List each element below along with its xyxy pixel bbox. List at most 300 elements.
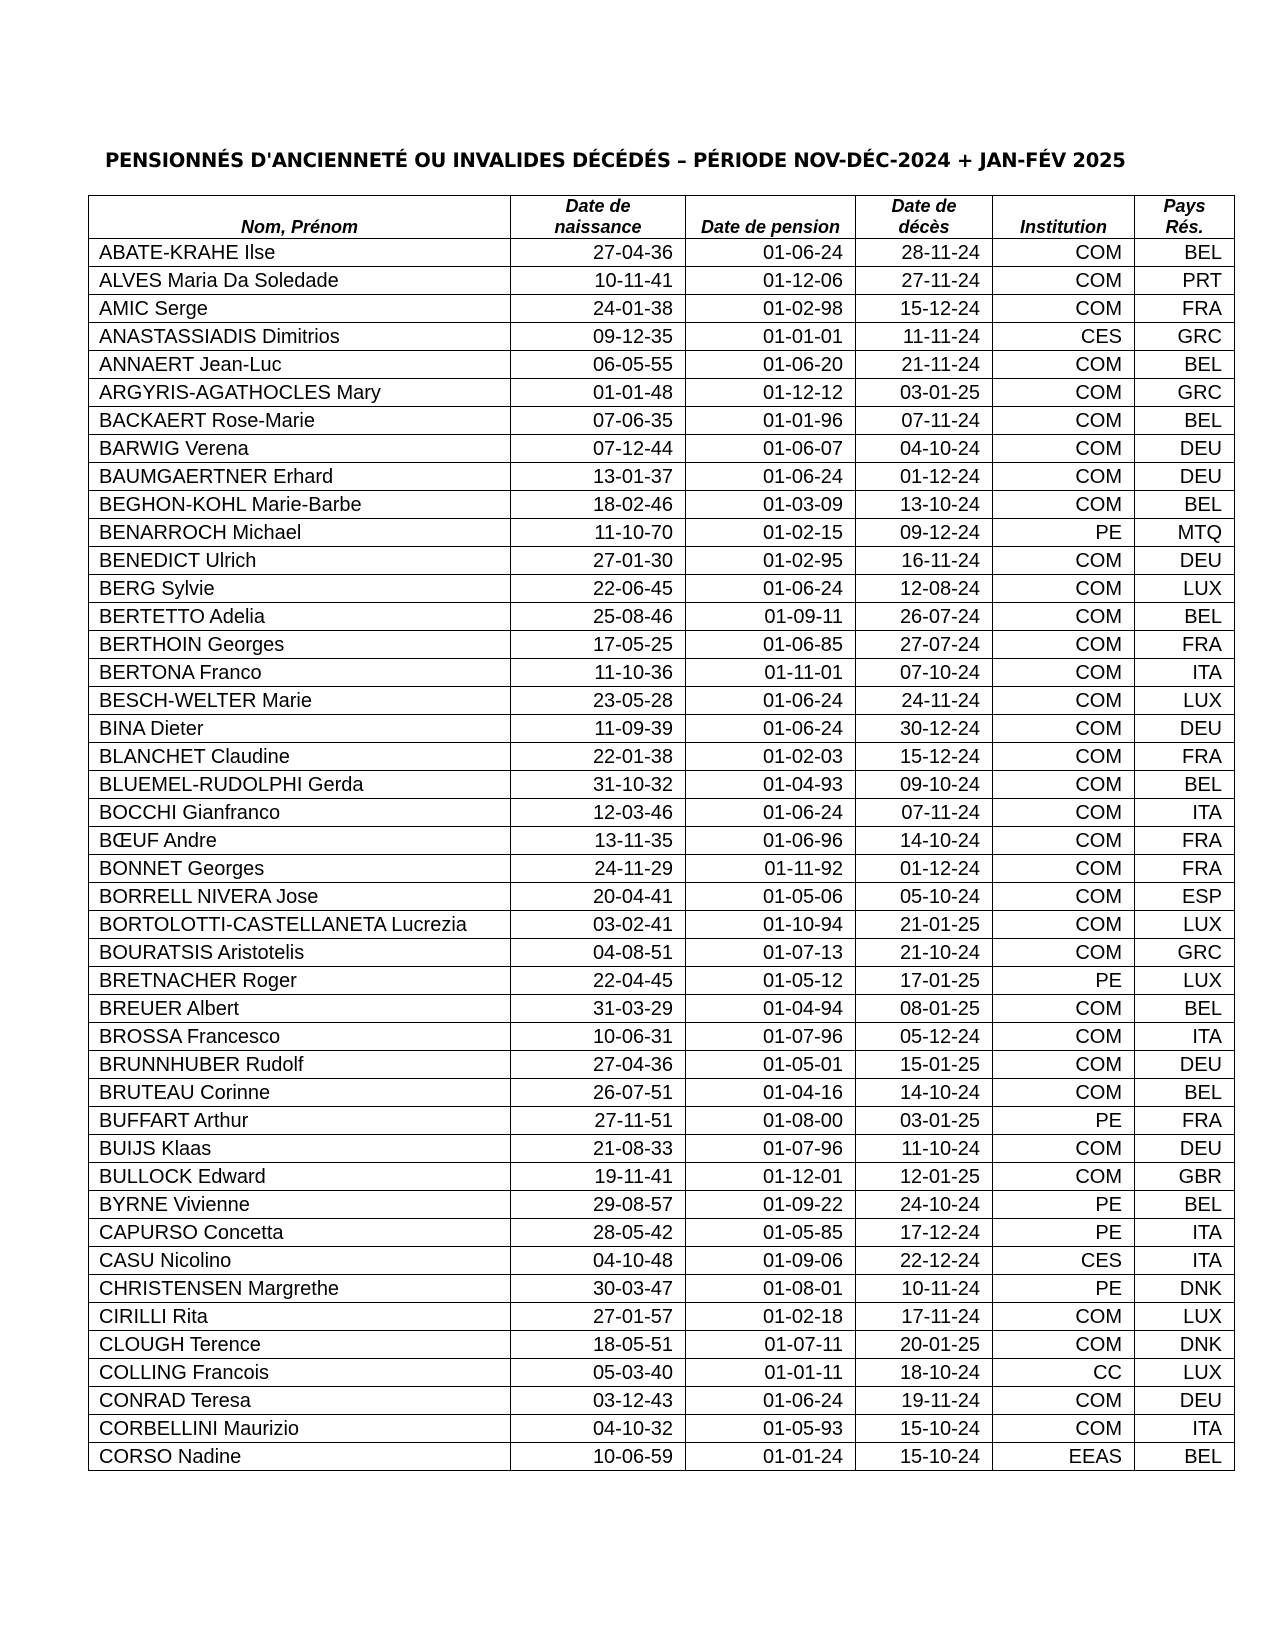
cell-institution: COM	[993, 603, 1135, 631]
cell-name: AMIC Serge	[89, 295, 511, 323]
cell-birth-date: 03-12-43	[511, 1387, 686, 1415]
cell-pension-date: 01-11-01	[686, 659, 856, 687]
cell-institution: COM	[993, 351, 1135, 379]
header-institution: Institution	[993, 196, 1135, 239]
cell-pension-date: 01-06-24	[686, 463, 856, 491]
cell-institution: PE	[993, 967, 1135, 995]
cell-institution: COM	[993, 407, 1135, 435]
cell-birth-date: 24-01-38	[511, 295, 686, 323]
cell-death-date: 15-10-24	[856, 1415, 993, 1443]
cell-birth-date: 27-01-57	[511, 1303, 686, 1331]
cell-death-date: 13-10-24	[856, 491, 993, 519]
cell-pension-date: 01-07-13	[686, 939, 856, 967]
cell-institution: COM	[993, 1331, 1135, 1359]
cell-country: BEL	[1135, 995, 1235, 1023]
cell-birth-date: 27-01-30	[511, 547, 686, 575]
cell-pension-date: 01-09-11	[686, 603, 856, 631]
cell-name: BINA Dieter	[89, 715, 511, 743]
cell-name: ANASTASSIADIS Dimitrios	[89, 323, 511, 351]
cell-country: DEU	[1135, 1135, 1235, 1163]
cell-pension-date: 01-07-96	[686, 1135, 856, 1163]
header-name: Nom, Prénom	[89, 196, 511, 239]
cell-name: BOCCHI Gianfranco	[89, 799, 511, 827]
table-row	[89, 799, 1235, 827]
cell-institution: COM	[993, 295, 1135, 323]
cell-pension-date: 01-07-11	[686, 1331, 856, 1359]
table-row	[89, 827, 1235, 855]
cell-birth-date: 10-06-31	[511, 1023, 686, 1051]
cell-country: LUX	[1135, 575, 1235, 603]
cell-birth-date: 25-08-46	[511, 603, 686, 631]
cell-name: BEGHON-KOHL Marie-Barbe	[89, 491, 511, 519]
cell-pension-date: 01-06-07	[686, 435, 856, 463]
cell-birth-date: 05-03-40	[511, 1359, 686, 1387]
cell-institution: COM	[993, 771, 1135, 799]
cell-institution: COM	[993, 883, 1135, 911]
header-pension-date: Date de pension	[686, 196, 856, 239]
cell-death-date: 15-01-25	[856, 1051, 993, 1079]
table-row	[89, 1219, 1235, 1247]
cell-name: BERTONA Franco	[89, 659, 511, 687]
cell-institution: COM	[993, 1387, 1135, 1415]
cell-birth-date: 07-06-35	[511, 407, 686, 435]
cell-pension-date: 01-05-01	[686, 1051, 856, 1079]
cell-institution: COM	[993, 575, 1135, 603]
cell-country: FRA	[1135, 295, 1235, 323]
cell-name: BUIJS Klaas	[89, 1135, 511, 1163]
cell-country: DEU	[1135, 435, 1235, 463]
table-row	[89, 463, 1235, 491]
cell-institution: COM	[993, 239, 1135, 267]
cell-name: BOURATSIS Aristotelis	[89, 939, 511, 967]
cell-death-date: 03-01-25	[856, 1107, 993, 1135]
cell-death-date: 24-10-24	[856, 1191, 993, 1219]
table-row	[89, 883, 1235, 911]
cell-country: MTQ	[1135, 519, 1235, 547]
cell-death-date: 30-12-24	[856, 715, 993, 743]
cell-pension-date: 01-11-92	[686, 855, 856, 883]
cell-pension-date: 01-02-15	[686, 519, 856, 547]
cell-institution: PE	[993, 1191, 1135, 1219]
table-row	[89, 379, 1235, 407]
cell-name: BAUMGAERTNER Erhard	[89, 463, 511, 491]
table-row	[89, 1191, 1235, 1219]
cell-birth-date: 12-03-46	[511, 799, 686, 827]
cell-birth-date: 01-01-48	[511, 379, 686, 407]
cell-death-date: 10-11-24	[856, 1275, 993, 1303]
cell-pension-date: 01-05-12	[686, 967, 856, 995]
cell-country: FRA	[1135, 743, 1235, 771]
cell-country: FRA	[1135, 827, 1235, 855]
cell-birth-date: 31-10-32	[511, 771, 686, 799]
cell-name: BACKAERT Rose-Marie	[89, 407, 511, 435]
cell-name: BORRELL NIVERA Jose	[89, 883, 511, 911]
cell-country: ITA	[1135, 659, 1235, 687]
cell-name: CONRAD Teresa	[89, 1387, 511, 1415]
cell-name: BERG Sylvie	[89, 575, 511, 603]
cell-institution: COM	[993, 267, 1135, 295]
table-row	[89, 575, 1235, 603]
cell-country: ESP	[1135, 883, 1235, 911]
cell-pension-date: 01-04-94	[686, 995, 856, 1023]
cell-name: BŒUF Andre	[89, 827, 511, 855]
cell-death-date: 08-01-25	[856, 995, 993, 1023]
cell-country: LUX	[1135, 687, 1235, 715]
cell-name: BORTOLOTTI-CASTELLANETA Lucrezia	[89, 911, 511, 939]
cell-birth-date: 11-10-70	[511, 519, 686, 547]
cell-institution: PE	[993, 1219, 1135, 1247]
cell-birth-date: 04-10-32	[511, 1415, 686, 1443]
cell-institution: COM	[993, 827, 1135, 855]
table-row	[89, 1247, 1235, 1275]
table-row	[89, 295, 1235, 323]
cell-name: ABATE-KRAHE Ilse	[89, 239, 511, 267]
table-row	[89, 323, 1235, 351]
cell-institution: COM	[993, 1303, 1135, 1331]
cell-pension-date: 01-06-24	[686, 715, 856, 743]
cell-pension-date: 01-01-96	[686, 407, 856, 435]
cell-death-date: 19-11-24	[856, 1387, 993, 1415]
cell-pension-date: 01-05-85	[686, 1219, 856, 1247]
table-row	[89, 1303, 1235, 1331]
cell-pension-date: 01-02-03	[686, 743, 856, 771]
cell-birth-date: 27-04-36	[511, 239, 686, 267]
cell-birth-date: 24-11-29	[511, 855, 686, 883]
cell-institution: COM	[993, 939, 1135, 967]
cell-name: BARWIG Verena	[89, 435, 511, 463]
cell-name: BERTETTO Adelia	[89, 603, 511, 631]
table-body	[89, 239, 1235, 1471]
cell-institution: COM	[993, 799, 1135, 827]
cell-institution: COM	[993, 911, 1135, 939]
cell-death-date: 01-12-24	[856, 855, 993, 883]
header-country: Pays Rés.	[1135, 196, 1235, 239]
cell-birth-date: 04-08-51	[511, 939, 686, 967]
cell-institution: COM	[993, 1135, 1135, 1163]
cell-name: BREUER Albert	[89, 995, 511, 1023]
cell-name: BLUEMEL-RUDOLPHI Gerda	[89, 771, 511, 799]
cell-death-date: 21-10-24	[856, 939, 993, 967]
cell-death-date: 11-10-24	[856, 1135, 993, 1163]
cell-death-date: 18-10-24	[856, 1359, 993, 1387]
cell-institution: COM	[993, 855, 1135, 883]
cell-death-date: 05-10-24	[856, 883, 993, 911]
table-row	[89, 1331, 1235, 1359]
cell-name: BULLOCK Edward	[89, 1163, 511, 1191]
cell-name: COLLING Francois	[89, 1359, 511, 1387]
cell-pension-date: 01-01-11	[686, 1359, 856, 1387]
cell-country: ITA	[1135, 1023, 1235, 1051]
cell-country: LUX	[1135, 911, 1235, 939]
cell-name: BROSSA Francesco	[89, 1023, 511, 1051]
cell-pension-date: 01-06-24	[686, 1387, 856, 1415]
cell-name: BESCH-WELTER Marie	[89, 687, 511, 715]
table-row	[89, 239, 1235, 267]
cell-institution: COM	[993, 547, 1135, 575]
cell-institution: COM	[993, 687, 1135, 715]
cell-institution: COM	[993, 463, 1135, 491]
cell-institution: COM	[993, 1415, 1135, 1443]
cell-pension-date: 01-01-24	[686, 1443, 856, 1471]
table-header-row	[89, 196, 1235, 239]
cell-pension-date: 01-01-01	[686, 323, 856, 351]
cell-birth-date: 29-08-57	[511, 1191, 686, 1219]
cell-pension-date: 01-12-01	[686, 1163, 856, 1191]
cell-death-date: 22-12-24	[856, 1247, 993, 1275]
cell-country: BEL	[1135, 239, 1235, 267]
table-row	[89, 1163, 1235, 1191]
cell-country: BEL	[1135, 1443, 1235, 1471]
deceased-pensioners-table	[88, 195, 1235, 1471]
cell-institution: COM	[993, 1163, 1135, 1191]
cell-name: CORBELLINI Maurizio	[89, 1415, 511, 1443]
cell-name: BRUNNHUBER Rudolf	[89, 1051, 511, 1079]
cell-country: GRC	[1135, 379, 1235, 407]
cell-pension-date: 01-04-16	[686, 1079, 856, 1107]
cell-pension-date: 01-02-95	[686, 547, 856, 575]
cell-birth-date: 11-10-36	[511, 659, 686, 687]
cell-death-date: 24-11-24	[856, 687, 993, 715]
table-row	[89, 1135, 1235, 1163]
cell-name: ANNAERT Jean-Luc	[89, 351, 511, 379]
table-row	[89, 603, 1235, 631]
cell-death-date: 15-12-24	[856, 743, 993, 771]
cell-institution: CC	[993, 1359, 1135, 1387]
cell-birth-date: 22-01-38	[511, 743, 686, 771]
table-row	[89, 267, 1235, 295]
cell-name: CAPURSO Concetta	[89, 1219, 511, 1247]
cell-birth-date: 13-01-37	[511, 463, 686, 491]
table-row	[89, 1023, 1235, 1051]
cell-country: BEL	[1135, 407, 1235, 435]
cell-country: LUX	[1135, 967, 1235, 995]
cell-death-date: 14-10-24	[856, 1079, 993, 1107]
table-row	[89, 911, 1235, 939]
cell-death-date: 14-10-24	[856, 827, 993, 855]
cell-death-date: 28-11-24	[856, 239, 993, 267]
cell-institution: PE	[993, 519, 1135, 547]
cell-birth-date: 10-06-59	[511, 1443, 686, 1471]
cell-death-date: 15-12-24	[856, 295, 993, 323]
cell-death-date: 07-11-24	[856, 799, 993, 827]
cell-death-date: 27-07-24	[856, 631, 993, 659]
cell-country: BEL	[1135, 491, 1235, 519]
table-row	[89, 687, 1235, 715]
cell-death-date: 26-07-24	[856, 603, 993, 631]
cell-death-date: 09-12-24	[856, 519, 993, 547]
cell-birth-date: 17-05-25	[511, 631, 686, 659]
cell-death-date: 03-01-25	[856, 379, 993, 407]
cell-death-date: 16-11-24	[856, 547, 993, 575]
cell-pension-date: 01-06-24	[686, 799, 856, 827]
cell-birth-date: 28-05-42	[511, 1219, 686, 1247]
cell-pension-date: 01-12-06	[686, 267, 856, 295]
cell-name: CIRILLI Rita	[89, 1303, 511, 1331]
cell-birth-date: 19-11-41	[511, 1163, 686, 1191]
header-birth-date: Date de naissance	[511, 196, 686, 239]
cell-name: CORSO Nadine	[89, 1443, 511, 1471]
cell-pension-date: 01-02-18	[686, 1303, 856, 1331]
cell-institution: COM	[993, 743, 1135, 771]
cell-pension-date: 01-06-96	[686, 827, 856, 855]
cell-institution: COM	[993, 435, 1135, 463]
cell-death-date: 07-11-24	[856, 407, 993, 435]
cell-death-date: 01-12-24	[856, 463, 993, 491]
cell-institution: COM	[993, 379, 1135, 407]
cell-death-date: 27-11-24	[856, 267, 993, 295]
cell-death-date: 09-10-24	[856, 771, 993, 799]
cell-name: ALVES Maria Da Soledade	[89, 267, 511, 295]
table-row	[89, 995, 1235, 1023]
table-row	[89, 715, 1235, 743]
cell-death-date: 15-10-24	[856, 1443, 993, 1471]
table-row	[89, 1051, 1235, 1079]
cell-name: ARGYRIS-AGATHOCLES Mary	[89, 379, 511, 407]
cell-country: DEU	[1135, 1387, 1235, 1415]
cell-country: LUX	[1135, 1359, 1235, 1387]
cell-country: BEL	[1135, 771, 1235, 799]
cell-institution: CES	[993, 1247, 1135, 1275]
cell-country: DEU	[1135, 547, 1235, 575]
cell-name: BYRNE Vivienne	[89, 1191, 511, 1219]
cell-name: BLANCHET Claudine	[89, 743, 511, 771]
table-row	[89, 1443, 1235, 1471]
cell-country: DEU	[1135, 463, 1235, 491]
cell-birth-date: 31-03-29	[511, 995, 686, 1023]
cell-pension-date: 01-06-20	[686, 351, 856, 379]
cell-death-date: 17-01-25	[856, 967, 993, 995]
table-row	[89, 351, 1235, 379]
cell-institution: COM	[993, 1079, 1135, 1107]
cell-death-date: 04-10-24	[856, 435, 993, 463]
cell-country: DNK	[1135, 1275, 1235, 1303]
table-row	[89, 1415, 1235, 1443]
cell-institution: COM	[993, 491, 1135, 519]
cell-birth-date: 06-05-55	[511, 351, 686, 379]
cell-name: BENEDICT Ulrich	[89, 547, 511, 575]
cell-death-date: 17-12-24	[856, 1219, 993, 1247]
cell-birth-date: 23-05-28	[511, 687, 686, 715]
cell-death-date: 07-10-24	[856, 659, 993, 687]
cell-country: ITA	[1135, 799, 1235, 827]
cell-birth-date: 22-06-45	[511, 575, 686, 603]
cell-birth-date: 20-04-41	[511, 883, 686, 911]
cell-name: CLOUGH Terence	[89, 1331, 511, 1359]
cell-death-date: 05-12-24	[856, 1023, 993, 1051]
table-row	[89, 967, 1235, 995]
cell-institution: COM	[993, 1051, 1135, 1079]
cell-institution: COM	[993, 631, 1135, 659]
cell-name: BONNET Georges	[89, 855, 511, 883]
cell-death-date: 21-11-24	[856, 351, 993, 379]
cell-country: DEU	[1135, 715, 1235, 743]
cell-institution: COM	[993, 995, 1135, 1023]
cell-institution: PE	[993, 1107, 1135, 1135]
cell-pension-date: 01-12-12	[686, 379, 856, 407]
cell-death-date: 12-01-25	[856, 1163, 993, 1191]
document-title: PENSIONNÉS D'ANCIENNETÉ OU INVALIDES DÉCÉDÉS – PÉRIODE NOV-DÉC-2024 + JAN-FÉV 2025	[105, 149, 1126, 172]
cell-pension-date: 01-06-85	[686, 631, 856, 659]
table-row	[89, 659, 1235, 687]
cell-country: GRC	[1135, 939, 1235, 967]
table-row	[89, 939, 1235, 967]
cell-pension-date: 01-08-00	[686, 1107, 856, 1135]
table-row	[89, 1079, 1235, 1107]
cell-birth-date: 11-09-39	[511, 715, 686, 743]
table-row	[89, 855, 1235, 883]
cell-country: ITA	[1135, 1247, 1235, 1275]
cell-birth-date: 30-03-47	[511, 1275, 686, 1303]
cell-pension-date: 01-05-06	[686, 883, 856, 911]
table-row	[89, 1387, 1235, 1415]
cell-birth-date: 09-12-35	[511, 323, 686, 351]
cell-pension-date: 01-05-93	[686, 1415, 856, 1443]
cell-country: FRA	[1135, 631, 1235, 659]
cell-country: GRC	[1135, 323, 1235, 351]
cell-birth-date: 18-05-51	[511, 1331, 686, 1359]
table-row	[89, 435, 1235, 463]
cell-institution: PE	[993, 1275, 1135, 1303]
cell-country: BEL	[1135, 351, 1235, 379]
cell-name: BUFFART Arthur	[89, 1107, 511, 1135]
cell-name: BENARROCH Michael	[89, 519, 511, 547]
cell-country: ITA	[1135, 1219, 1235, 1247]
cell-country: FRA	[1135, 855, 1235, 883]
cell-institution: COM	[993, 659, 1135, 687]
cell-institution: COM	[993, 1023, 1135, 1051]
cell-institution: CES	[993, 323, 1135, 351]
cell-death-date: 21-01-25	[856, 911, 993, 939]
cell-birth-date: 13-11-35	[511, 827, 686, 855]
cell-name: BRUTEAU Corinne	[89, 1079, 511, 1107]
cell-death-date: 20-01-25	[856, 1331, 993, 1359]
table-row	[89, 743, 1235, 771]
cell-birth-date: 26-07-51	[511, 1079, 686, 1107]
cell-pension-date: 01-02-98	[686, 295, 856, 323]
table-row	[89, 1359, 1235, 1387]
cell-name: BRETNACHER Roger	[89, 967, 511, 995]
cell-birth-date: 21-08-33	[511, 1135, 686, 1163]
cell-country: BEL	[1135, 1079, 1235, 1107]
table-row	[89, 491, 1235, 519]
cell-pension-date: 01-08-01	[686, 1275, 856, 1303]
cell-pension-date: 01-06-24	[686, 575, 856, 603]
cell-birth-date: 10-11-41	[511, 267, 686, 295]
cell-country: DNK	[1135, 1331, 1235, 1359]
cell-country: GBR	[1135, 1163, 1235, 1191]
table-row	[89, 407, 1235, 435]
cell-pension-date: 01-09-22	[686, 1191, 856, 1219]
cell-death-date: 12-08-24	[856, 575, 993, 603]
table-row	[89, 519, 1235, 547]
cell-birth-date: 18-02-46	[511, 491, 686, 519]
cell-country: FRA	[1135, 1107, 1235, 1135]
cell-death-date: 11-11-24	[856, 323, 993, 351]
cell-pension-date: 01-06-24	[686, 687, 856, 715]
cell-pension-date: 01-04-93	[686, 771, 856, 799]
cell-pension-date: 01-06-24	[686, 239, 856, 267]
header-death-date: Date de décès	[856, 196, 993, 239]
cell-pension-date: 01-09-06	[686, 1247, 856, 1275]
cell-birth-date: 27-04-36	[511, 1051, 686, 1079]
cell-name: CHRISTENSEN Margrethe	[89, 1275, 511, 1303]
cell-name: CASU Nicolino	[89, 1247, 511, 1275]
table-row	[89, 631, 1235, 659]
cell-country: BEL	[1135, 603, 1235, 631]
cell-country: BEL	[1135, 1191, 1235, 1219]
cell-country: LUX	[1135, 1303, 1235, 1331]
cell-country: ITA	[1135, 1415, 1235, 1443]
